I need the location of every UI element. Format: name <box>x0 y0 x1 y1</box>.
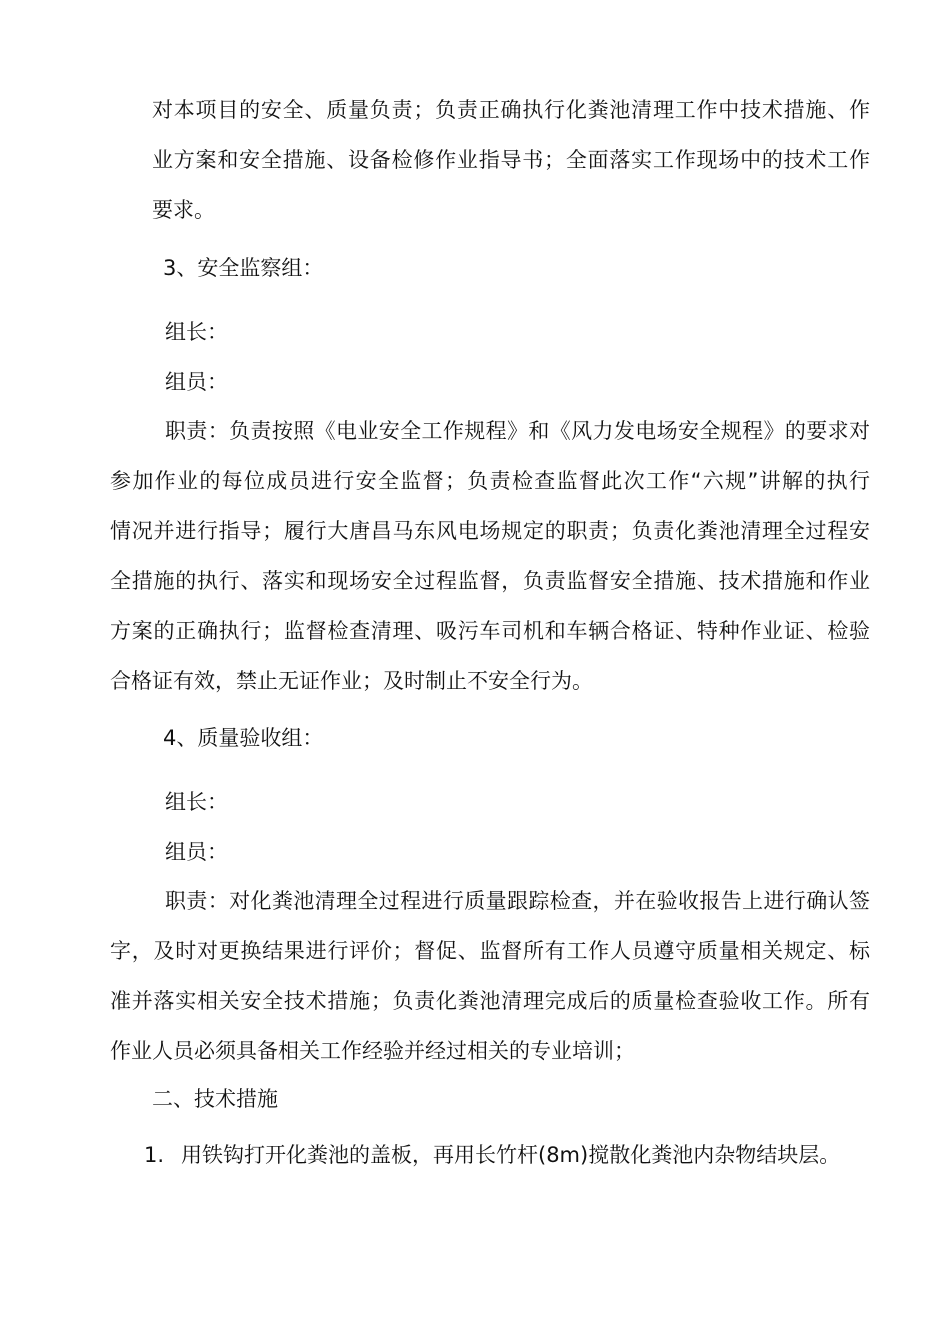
group-members-label: 组员： <box>165 370 228 394</box>
duty-line: 准并落实相关安全技术措施；负责化粪池清理完成后的质量检查验收工作。所有 <box>110 989 870 1013</box>
group-leader-label: 组长： <box>165 320 228 344</box>
duty-line: 方案的正确执行；监督检查清理、吸污车司机和车辆合格证、特种作业证、检验 <box>110 619 870 643</box>
duty-line: 职责：对化粪池清理全过程进行质量跟踪检查，并在验收报告上进行确认签 <box>165 889 870 913</box>
section-heading-safety: 3、安全监察组： <box>163 256 324 280</box>
section-heading-quality: 4、质量验收组： <box>163 726 324 750</box>
list-item: 用铁钩打开化粪池的盖板，再用长竹杆(8m)搅散化粪池内杂物结块层。 <box>181 1143 841 1167</box>
paragraph-line: 要求。 <box>152 198 215 222</box>
paragraph-line: 业方案和安全措施、设备检修作业指导书；全面落实工作现场中的技术工作 <box>152 148 870 172</box>
group-members-label: 组员： <box>165 840 228 864</box>
duty-line: 参加作业的每位成员进行安全监督；负责检查监督此次工作“六规”讲解的执行 <box>110 469 870 493</box>
duty-line: 合格证有效，禁止无证作业；及时制止不安全行为。 <box>110 669 593 693</box>
duty-line: 职责：负责按照《电业安全工作规程》和《风力发电场安全规程》的要求对 <box>165 419 870 443</box>
group-leader-label: 组长： <box>165 790 228 814</box>
section-heading-tech: 二、技术措施 <box>152 1087 278 1111</box>
duty-line: 全措施的执行、落实和现场安全过程监督，负责监督安全措施、技术措施和作业 <box>110 569 870 593</box>
duty-line: 情况并进行指导；履行大唐昌马东风电场规定的职责；负责化粪池清理全过程安 <box>110 519 870 543</box>
list-number: 1. <box>144 1143 165 1167</box>
duty-line: 字，及时对更换结果进行评价；督促、监督所有工作人员遵守质量相关规定、标 <box>110 939 870 963</box>
paragraph-line: 对本项目的安全、质量负责；负责正确执行化粪池清理工作中技术措施、作 <box>152 98 870 122</box>
duty-line: 作业人员必须具备相关工作经验并经过相关的专业培训； <box>110 1039 635 1063</box>
